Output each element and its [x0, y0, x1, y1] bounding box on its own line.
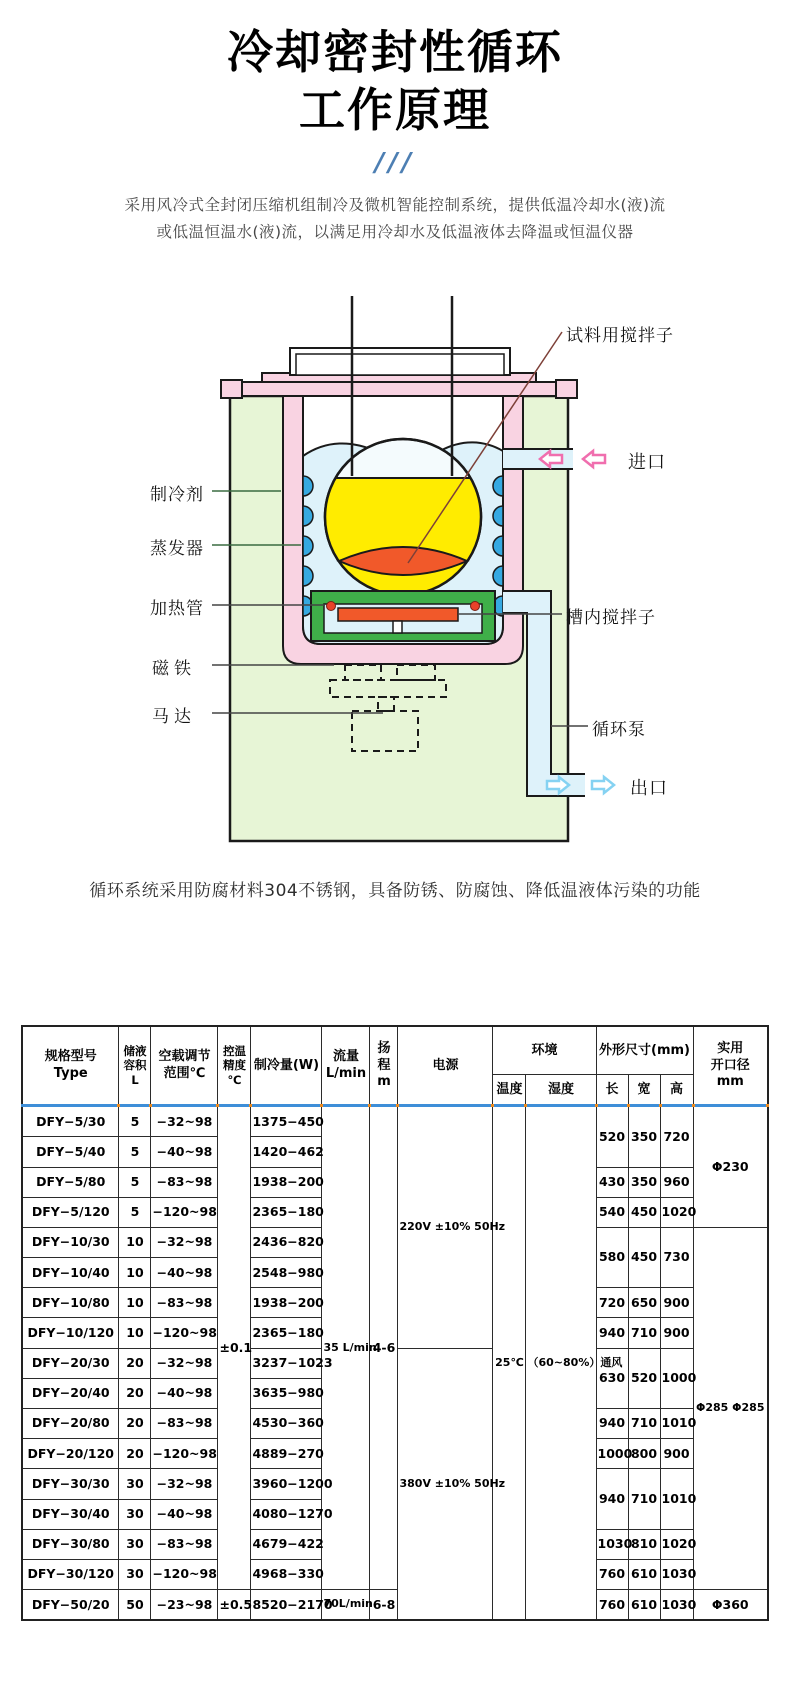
cell-model: DFY−20/80	[22, 1409, 119, 1439]
label-motor: 马达	[152, 707, 196, 728]
cell-width: 710	[628, 1318, 660, 1348]
cell-opening-230: Φ230	[693, 1106, 768, 1228]
cell-model: DFY−20/30	[22, 1348, 119, 1378]
cell-lift: 6-8	[370, 1590, 398, 1621]
header-precision: 控温精度 ℃	[218, 1026, 251, 1106]
cell-cooling: 1420−462	[251, 1137, 322, 1167]
header-temperature: 温度	[493, 1075, 526, 1106]
label-circulation-pump: 循环泵	[592, 720, 646, 741]
cell-width: 520	[628, 1348, 660, 1408]
cell-range: −40~98	[151, 1137, 218, 1167]
cell-width: 350	[628, 1167, 660, 1197]
cell-range: −40~98	[151, 1499, 218, 1529]
header-power: 电源	[398, 1026, 493, 1106]
lid-cap-right	[556, 380, 577, 398]
cell-humidity-merged: （60~80%）通风	[526, 1106, 596, 1621]
stirrer-stem	[393, 621, 402, 633]
cell-cooling: 2436−820	[251, 1227, 322, 1257]
header-lift: 扬程 m	[370, 1026, 398, 1106]
cell-range: −120~98	[151, 1559, 218, 1589]
header-width: 宽	[628, 1075, 660, 1106]
cell-cooling: 4968−330	[251, 1559, 322, 1589]
header-humidity: 湿度	[526, 1075, 596, 1106]
cell-opening: Φ360	[693, 1590, 768, 1621]
cell-model: DFY−5/40	[22, 1137, 119, 1167]
cell-height: 900	[660, 1318, 693, 1348]
label-sample-stirrer: 试料用搅拌子	[566, 326, 674, 347]
cell-volume: 5	[119, 1106, 151, 1137]
heating-tube-dot-left	[327, 602, 336, 611]
cell-volume: 20	[119, 1409, 151, 1439]
cell-height: 1000	[660, 1348, 693, 1408]
cell-opening-285: Φ285 Φ285	[693, 1227, 768, 1589]
cell-height: 1030	[660, 1559, 693, 1589]
cell-model: DFY−50/20	[22, 1590, 119, 1621]
cell-range: −40~98	[151, 1258, 218, 1288]
cell-volume: 30	[119, 1529, 151, 1559]
cell-flow-merged: 35 L/min	[322, 1106, 370, 1590]
cell-volume: 5	[119, 1137, 151, 1167]
cell-cooling: 4530−360	[251, 1409, 322, 1439]
label-tank-stirrer: 槽内搅拌子	[566, 608, 656, 629]
cell-height: 1020	[660, 1529, 693, 1559]
cell-model: DFY−20/40	[22, 1378, 119, 1408]
cell-model: DFY−10/120	[22, 1318, 119, 1348]
cell-height: 900	[660, 1439, 693, 1469]
cell-model: DFY−5/30	[22, 1106, 119, 1137]
device-schematic	[0, 276, 790, 868]
cell-width: 800	[628, 1439, 660, 1469]
cell-range: −120~98	[151, 1318, 218, 1348]
cell-volume: 10	[119, 1258, 151, 1288]
cell-cooling: 1938−200	[251, 1167, 322, 1197]
slashes-decoration: ///	[374, 147, 416, 178]
label-inlet: 进口	[628, 452, 666, 474]
header-environment: 环境	[493, 1026, 596, 1075]
cell-range: −83~98	[151, 1167, 218, 1197]
cell-width: 610	[628, 1590, 660, 1621]
header	[0, 0, 790, 246]
cell-range: −83~98	[151, 1288, 218, 1318]
cell-model: DFY−5/120	[22, 1197, 119, 1227]
material-note: 循环系统采用防腐材料304不锈钢，具备防锈、防腐蚀、降低温液体污染的功能	[89, 881, 701, 902]
cell-volume: 30	[119, 1469, 151, 1499]
description-line2: 或低温恒温水(液)流，以满足用冷却水及低温液体去降温或恒温仪器	[156, 223, 634, 242]
cell-range: −83~98	[151, 1409, 218, 1439]
label-magnet: 磁铁	[152, 659, 196, 680]
label-refrigerant: 制冷剂	[150, 485, 204, 506]
header-model: 规格型号 Type	[22, 1026, 119, 1106]
lid-raised-box-inner	[296, 354, 504, 375]
cell-cooling: 4679−422	[251, 1529, 322, 1559]
cell-cooling: 2365−180	[251, 1197, 322, 1227]
cell-length: 540	[596, 1197, 628, 1227]
header-opening: 实用 开口径 mm	[693, 1026, 768, 1106]
cell-length: 760	[596, 1590, 628, 1621]
cell-length: 520	[596, 1106, 628, 1167]
label-heating-tube: 加热管	[150, 599, 204, 620]
cell-flow: 70L/min	[322, 1590, 370, 1621]
cell-height: 1020	[660, 1197, 693, 1227]
header-volume: 储液容积 L	[119, 1026, 151, 1106]
cell-range: −32~98	[151, 1106, 218, 1137]
cell-range: −120~98	[151, 1439, 218, 1469]
cell-model: DFY−20/120	[22, 1439, 119, 1469]
cell-width: 450	[628, 1227, 660, 1287]
header-dimensions: 外形尺寸(mm)	[596, 1026, 693, 1075]
page-title-line1: 冷却密封性循环	[227, 25, 563, 79]
cell-height: 1010	[660, 1469, 693, 1529]
cell-power-220: 220V ±10% 50Hz	[398, 1106, 493, 1349]
cell-cooling: 4080−1270	[251, 1499, 322, 1529]
tank-stirrer-bar	[338, 608, 458, 621]
cell-length: 940	[596, 1318, 628, 1348]
cell-range: −32~98	[151, 1348, 218, 1378]
table-row	[22, 1106, 768, 1137]
cell-height: 960	[660, 1167, 693, 1197]
cell-width: 450	[628, 1197, 660, 1227]
cell-volume: 30	[119, 1499, 151, 1529]
cell-temp-merged: 25℃	[493, 1106, 526, 1621]
cell-height: 1030	[660, 1590, 693, 1621]
cell-precision: ±0.5	[218, 1590, 251, 1621]
cell-model: DFY−10/30	[22, 1227, 119, 1257]
heating-tube-dot-right	[471, 602, 480, 611]
cell-cooling: 2365−180	[251, 1318, 322, 1348]
cell-length: 1030	[596, 1529, 628, 1559]
outlet-arrow-outer	[592, 777, 614, 793]
cell-range: −32~98	[151, 1469, 218, 1499]
cell-cooling: 3635−980	[251, 1378, 322, 1408]
cell-volume: 10	[119, 1288, 151, 1318]
page-title-line2: 工作原理	[299, 82, 491, 137]
header-cooling: 制冷量(W)	[251, 1026, 322, 1106]
cell-volume: 10	[119, 1227, 151, 1257]
cell-cooling: 1938−200	[251, 1288, 322, 1318]
table-row	[22, 1590, 768, 1621]
cell-power-380: 380V ±10% 50Hz	[398, 1348, 493, 1620]
cell-cooling: 2548−980	[251, 1258, 322, 1288]
cell-model: DFY−10/40	[22, 1258, 119, 1288]
cell-range: −83~98	[151, 1529, 218, 1559]
cell-model: DFY−10/80	[22, 1288, 119, 1318]
cell-precision-merged: ±0.1	[218, 1106, 251, 1590]
cell-volume: 20	[119, 1439, 151, 1469]
cell-volume: 10	[119, 1318, 151, 1348]
cell-length: 940	[596, 1409, 628, 1439]
spec-table-wrap	[0, 1025, 790, 1621]
cell-length: 760	[596, 1559, 628, 1589]
cell-cooling: 3960−1200	[251, 1469, 322, 1499]
cell-height: 1010	[660, 1409, 693, 1439]
cell-model: DFY−30/30	[22, 1469, 119, 1499]
cell-range: −120~98	[151, 1197, 218, 1227]
cell-length: 630	[596, 1348, 628, 1408]
cell-cooling: 1375−450	[251, 1106, 322, 1137]
spec-table	[21, 1025, 769, 1621]
cell-cooling: 4889−270	[251, 1439, 322, 1469]
cell-height: 730	[660, 1227, 693, 1287]
cell-cooling: 8520−2170	[251, 1590, 322, 1621]
cell-width: 810	[628, 1529, 660, 1559]
cell-model: DFY−30/40	[22, 1499, 119, 1529]
cell-height: 900	[660, 1288, 693, 1318]
cell-range: −23~98	[151, 1590, 218, 1621]
cell-volume: 5	[119, 1197, 151, 1227]
cell-lift-merged: 4-6	[370, 1106, 398, 1590]
cell-width: 650	[628, 1288, 660, 1318]
label-evaporator: 蒸发器	[150, 539, 204, 560]
cell-model: DFY−5/80	[22, 1167, 119, 1197]
description	[0, 192, 790, 246]
cell-range: −32~98	[151, 1227, 218, 1257]
cell-width: 610	[628, 1559, 660, 1589]
cell-height: 720	[660, 1106, 693, 1167]
working-principle-diagram	[0, 276, 790, 868]
label-outlet: 出口	[630, 778, 668, 800]
cell-width: 710	[628, 1409, 660, 1439]
cell-length: 430	[596, 1167, 628, 1197]
cell-length: 720	[596, 1288, 628, 1318]
lid-cap-left	[221, 380, 242, 398]
cell-volume: 50	[119, 1590, 151, 1621]
inlet-arrow-outer	[583, 451, 605, 467]
cell-range: −40~98	[151, 1378, 218, 1408]
description-line1: 采用风冷式全封闭压缩机组制冷及微机智能控制系统，提供低温冷却水(液)流	[124, 195, 666, 214]
header-height: 高	[660, 1075, 693, 1106]
header-flow: 流量 L/min	[322, 1026, 370, 1106]
cell-width: 710	[628, 1469, 660, 1529]
cell-length: 1000	[596, 1439, 628, 1469]
header-length: 长	[596, 1075, 628, 1106]
cell-length: 940	[596, 1469, 628, 1529]
cell-model: DFY−30/120	[22, 1559, 119, 1589]
cell-volume: 20	[119, 1348, 151, 1378]
cell-volume: 20	[119, 1378, 151, 1408]
cell-length: 580	[596, 1227, 628, 1287]
cell-width: 350	[628, 1106, 660, 1167]
cell-model: DFY−30/80	[22, 1529, 119, 1559]
cell-volume: 30	[119, 1559, 151, 1589]
lid-main-bar	[230, 382, 568, 396]
cell-volume: 5	[119, 1167, 151, 1197]
cell-cooling: 3237−1023	[251, 1348, 322, 1378]
header-range: 空载调节 范围℃	[151, 1026, 218, 1106]
